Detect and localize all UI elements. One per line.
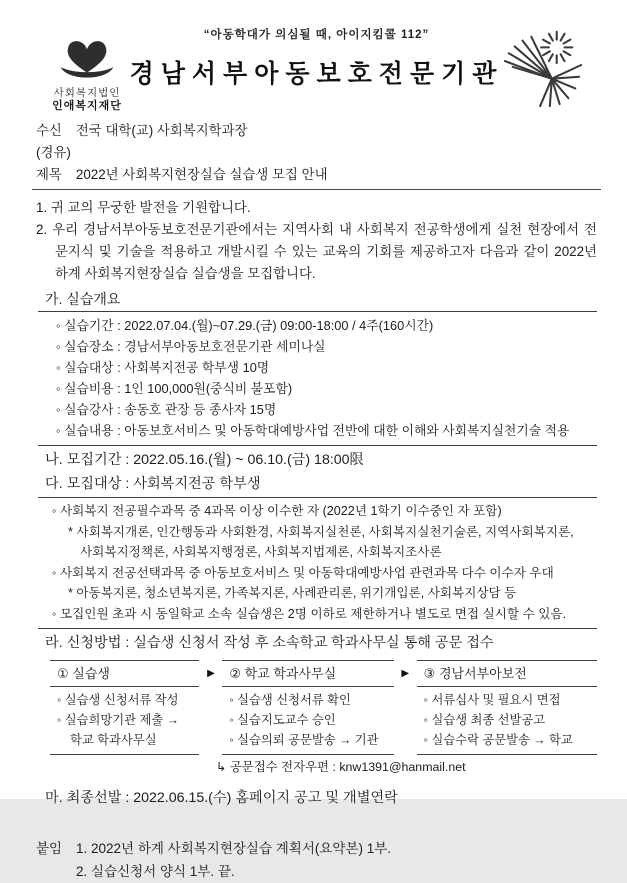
attachment-line: 2. 실습신청서 양식 1부. 끝. <box>76 864 235 879</box>
letter-meta <box>36 120 597 186</box>
recipient-value: 전국 대학(교) 사회복지학과장 <box>75 123 248 138</box>
attachments-label-spacer <box>36 860 76 883</box>
recipient-label: 수신 <box>36 123 62 138</box>
attachments-label: 붙임 <box>36 841 63 856</box>
flow-column-applicant <box>50 660 199 755</box>
flow-step: ◦ 실습수락 공문발송 → 학교 <box>423 733 573 747</box>
foundation-logo <box>48 36 126 114</box>
subject-divider <box>32 189 601 190</box>
eligibility-box <box>38 497 597 629</box>
heart-hat-icon <box>48 36 126 84</box>
flow-step: ◦ 실습지도교수 승인 <box>229 713 336 727</box>
flow-arrow-icon: ▶ <box>207 668 215 679</box>
flow-arrow-icon: ▶ <box>401 668 410 679</box>
flow-step: 학교 학과사무실 <box>70 733 157 747</box>
apply-method-line: 라. 신청방법 : 실습생 신청서 작성 후 소속학교 학과사무실 통해 공문 접수 <box>45 635 494 651</box>
starburst-figure-icon <box>495 95 593 112</box>
intro-paragraph: 2. 우리 경남서부아동보호전문기관에서는 지역사회 내 사회복지 전공학생에게 실천 현장에서 전문지식 및 기술을 적용하고 개발시킬 수 있는 교육의 기회를 제공하고자 다음과 같이 2022년 하계 사회복지현장실습 실습생을 모집합니다. <box>36 222 597 281</box>
foundation-type-label: 사회복지법인 <box>53 87 121 99</box>
attachments-block <box>36 837 597 883</box>
flow-column-header: ② 학교 학과사무실 <box>222 661 393 687</box>
flow-step: ◦ 실습생 신청서류 작성 <box>57 693 179 707</box>
attachment-line: 1. 2022년 하계 사회복지현장실습 계획서(요약본) 1부. <box>76 841 392 856</box>
process-flow <box>50 660 597 755</box>
overview-item-content: ◦ 실습내용 : 아동보호서비스 및 아동학대예방사업 전반에 대한 이해와 사회복지실천기술 적용 <box>56 423 570 438</box>
flow-step: ◦ 실습생 신청서류 확인 <box>229 693 351 707</box>
overview-item-period: ◦ 실습기간 : 2022.07.04.(월)~07.29.(금) 09:00-18:00 / 4주(160시간) <box>56 318 434 333</box>
email-note: ↳ 공문접수 전자우편 : knw1391@hanmail.net <box>216 760 466 774</box>
overview-item-teacher: ◦ 실습강사 : 송동호 관장 등 종사자 15명 <box>56 402 277 417</box>
subject-value: 2022년 사회복지현장실습 실습생 모집 안내 <box>75 167 328 182</box>
eligibility-item: * 아동복지론, 청소년복지론, 가족복지론, 사례관리론, 위기개입론, 사회복지상담 등 <box>68 586 517 600</box>
eligibility-item: ◦ 사회복지 전공필수과목 중 4과목 이상 이수한 자 (2022년 1학기 이수중인 자 포함) <box>52 504 502 518</box>
flow-column-header: ③ 경남서부아보전 <box>417 661 597 687</box>
recipient-line <box>36 120 597 142</box>
flow-step: ◦ 서류심사 및 필요시 면접 <box>423 693 561 707</box>
overview-item-place: ◦ 실습장소 : 경남서부아동보호전문기관 세미나실 <box>56 339 326 354</box>
eligibility-item: ◦ 모집인원 초과 시 동일학교 소속 실습생은 2명 이하로 제한하거나 별도로 면접 실시할 수 있음. <box>52 606 567 621</box>
via-line: (경유) <box>36 145 71 160</box>
overview-item-fee: ◦ 실습비용 : 1인 100,000원(중식비 불포함) <box>56 381 293 396</box>
eligibility-item: 사회복지정책론, 사회복지행정론, 사회복지법제론, 사회복지조사론 <box>80 545 442 559</box>
flow-column-school <box>222 660 393 755</box>
flow-column-agency <box>417 660 597 755</box>
overview-box <box>38 311 597 446</box>
flow-column-header: ① 실습생 <box>50 661 199 687</box>
flow-step: ◦ 실습의뢰 공문발송 → 기관 <box>229 733 379 747</box>
flow-step: ◦ 실습생 최종 선발공고 <box>423 713 546 727</box>
recruit-period-line: 나. 모집기간 : 2022.05.16.(월) ~ 06.10.(금) 18:00限 <box>45 452 364 468</box>
subject-label: 제목 <box>36 167 62 182</box>
final-selection-line: 마. 최종선발 : 2022.06.15.(수) 홈페이지 공고 및 개별연락 <box>45 790 398 806</box>
slogan: “아동학대가 의심될 때, 아이지킴콜 112” <box>203 29 430 41</box>
flow-step: ◦ 실습희망기관 제출 → <box>57 713 179 727</box>
agency-logo <box>495 22 593 113</box>
subject-line <box>36 164 597 186</box>
recruit-target-line: 다. 모집대상 : 사회복지전공 학부생 <box>45 476 261 492</box>
eligibility-item: * 사회복지개론, 인간행동과 사회환경, 사회복지실천론, 사회복지실천기술론, 지역사회복지론, <box>68 524 574 539</box>
overview-item-target: ◦ 실습대상 : 사회복지전공 학부생 10명 <box>56 360 270 375</box>
page-title: 경남서부아동보호전문기관 <box>129 60 504 88</box>
eligibility-item: ◦ 사회복지 전공선택과목 중 아동보호서비스 및 아동학대예방사업 관련과목 다수 이수자 우대 <box>52 565 554 580</box>
foundation-name-label: 인애복지재단 <box>52 100 122 113</box>
greeting-paragraph: 1. 귀 교의 무궁한 발전을 기원합니다. <box>36 200 251 215</box>
overview-heading: 가. 실습개요 <box>45 291 121 307</box>
